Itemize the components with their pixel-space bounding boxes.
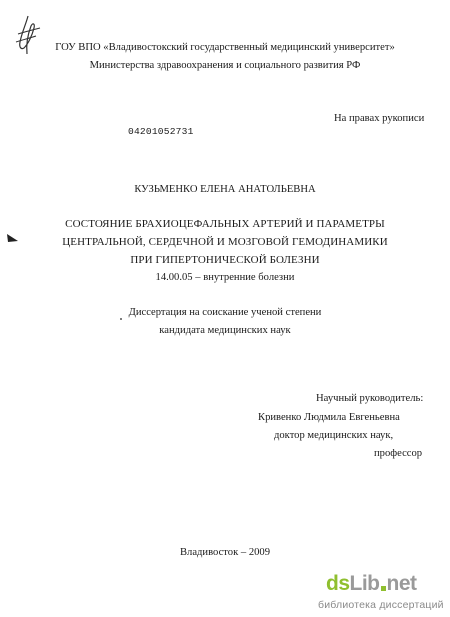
dslib-tagline: библиотека диссертаций: [318, 599, 444, 611]
supervisor-label: Научный руководитель:: [316, 393, 424, 404]
title-line-2: ЦЕНТРАЛЬНОЙ, СЕРДЕЧНОЙ И МОЗГОВОЙ ГЕМОДИНАМИКИ: [62, 236, 388, 248]
dslib-watermark[interactable]: [318, 571, 448, 615]
dslib-logo: ds Lib net: [326, 572, 417, 595]
supervisor-name: Кривенко Людмила Евгеньевна: [258, 412, 400, 423]
supervisor-rank: профессор: [374, 448, 423, 459]
ministry-line: Министерства здравоохранения и социального развития РФ: [89, 60, 361, 71]
title-line-1: СОСТОЯНИЕ БРАХИОЦЕФАЛЬНЫХ АРТЕРИЙ И ПАРАМЕТРЫ: [65, 218, 385, 230]
title-line-3: ПРИ ГИПЕРТОНИЧЕСКОЙ БОЛЕЗНИ: [130, 254, 320, 266]
author-name: КУЗЬМЕНКО ЕЛЕНА АНАТОЛЬЕВНА: [134, 184, 316, 195]
city-year: Владивосток – 2009: [179, 547, 271, 558]
supervisor-degree: доктор медицинских наук,: [274, 430, 394, 441]
degree-line-2: кандидата медицинских наук: [159, 325, 291, 336]
catalog-number: 04201052731: [128, 126, 194, 137]
specialty: 14.00.05 – внутренние болезни: [155, 272, 295, 283]
institution-line: ГОУ ВПО «Владивостокский государственный медицинский университет»: [55, 42, 395, 53]
rights-note: На правах рукописи: [334, 113, 425, 124]
degree-line-1: Диссертация на соискание ученой степени: [128, 307, 322, 318]
